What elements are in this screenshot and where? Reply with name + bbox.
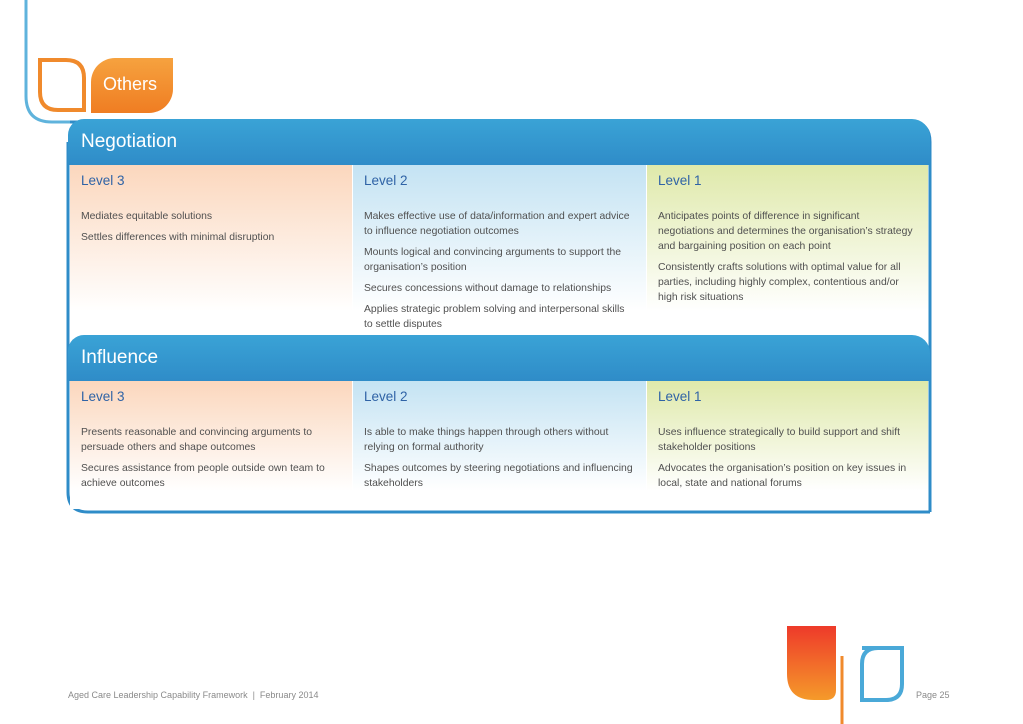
level-title: Level 1 [658, 389, 702, 404]
influence-level-1 [647, 381, 928, 509]
influence-header: Influence [68, 335, 930, 381]
level-title: Level 3 [81, 173, 125, 188]
section-tab-label: Others [103, 74, 158, 94]
list-item: Mediates equitable solutions [81, 211, 213, 222]
list-item: Mounts logical and convincing arguments to support the organisation’s position [364, 247, 622, 273]
list-item: Uses influence strategically to build support and shift stakeholder positions [658, 427, 901, 453]
negotiation-level-3 [70, 165, 352, 335]
list-item: Settles differences with minimal disruption [81, 232, 275, 243]
leaf-outline-icon [36, 56, 88, 114]
list-item: Makes effective use of data/information and expert advice to influence negotiation outcomes [364, 211, 630, 237]
level-title: Level 3 [81, 389, 125, 404]
list-item: Presents reasonable and convincing arguments to persuade others and shape outcomes [81, 427, 313, 453]
list-item: Advocates the organisation’s position on key issues in local, state and national forums [658, 463, 907, 489]
brand-leaf-logo [784, 620, 910, 724]
list-item: Secures concessions without damage to relationships [364, 283, 612, 294]
list-item: Shapes outcomes by steering negotiations and influencing stakeholders [364, 463, 633, 489]
level-title: Level 1 [658, 173, 702, 188]
negotiation-header: Negotiation [68, 119, 930, 165]
influence-level-3 [70, 381, 352, 509]
list-item: Applies strategic problem solving and interpersonal skills to settle disputes [364, 304, 625, 330]
negotiation-level-1 [647, 165, 928, 335]
page-number: Page 25 [916, 690, 950, 700]
list-item: Consistently crafts solutions with optimal value for all parties, including highly complex, contentious and/or high risk situations [658, 262, 901, 303]
negotiation-level-2 [353, 165, 646, 335]
list-item: Secures assistance from people outside own team to achieve outcomes [81, 463, 325, 489]
level-title: Level 2 [364, 389, 408, 404]
list-item: Anticipates points of difference in significant negotiations and determines the organisation’s strategy and bargaining position on each point [658, 211, 913, 252]
level-title: Level 2 [364, 173, 408, 188]
influence-level-2 [353, 381, 646, 509]
footer-title: Aged Care Leadership Capability Framework | February 2014 [68, 690, 319, 700]
list-item: Is able to make things happen through others without relying on formal authority [364, 427, 609, 453]
